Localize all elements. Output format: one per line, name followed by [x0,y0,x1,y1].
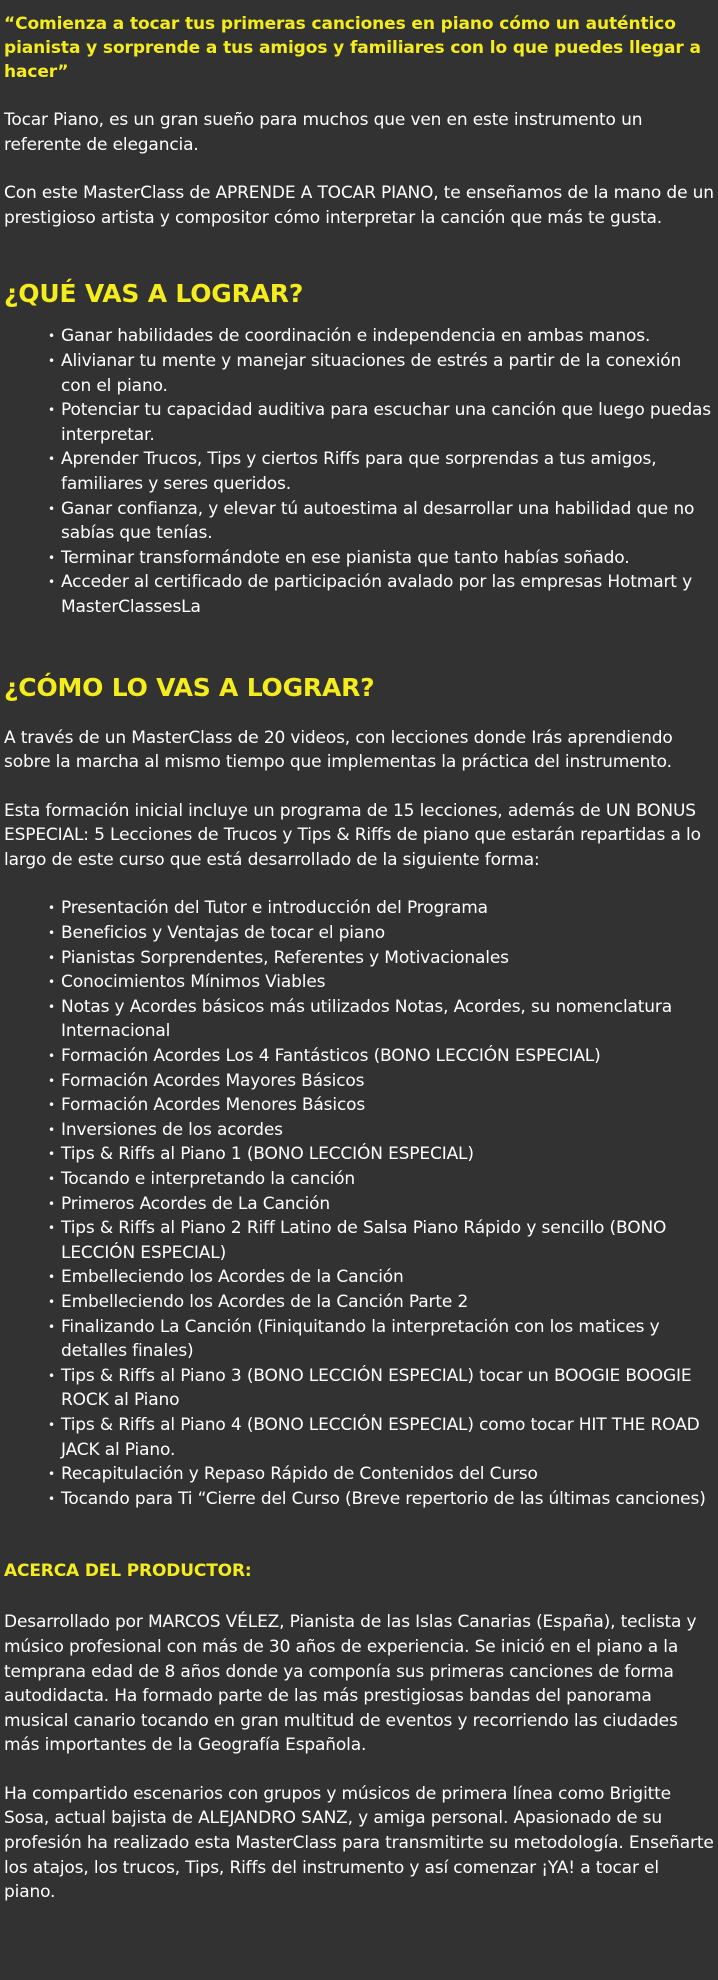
list-item: • Formación Acordes Menores Básicos [48,1093,714,1118]
list-item: • Pianistas Sorprendentes, Referentes y Motivacionales [48,946,714,971]
list-item: • Finalizando La Canción (Finiquitando la interpretación con los matices y detalles finales) [48,1315,714,1364]
lessons-list [4,896,714,1511]
intro-paragraph-1: Tocar Piano, es un gran sueño para muchos que ven en este instrumento un referente de elegancia. [4,110,643,155]
list-item: • Tocando para Ti “Cierre del Curso (Breve repertorio de las últimas canciones) [48,1487,714,1512]
list-item: • Embelleciendo los Acordes de la Canción Parte 2 [48,1290,714,1315]
list-item: • Ganar habilidades de coordinación e independencia en ambas manos. [48,324,714,349]
section-heading-como: ¿CÓMO LO VAS A LOGRAR? [4,672,375,702]
list-item: • Ganar confianza, y elevar tú autoestima al desarrollar una habilidad que no sabías que tenías. [48,497,714,546]
list-item: • Tocando e interpretando la canción [48,1167,714,1192]
section-heading-productor: ACERCA DEL PRODUCTOR: [4,1561,252,1582]
list-item: • Inversiones de los acordes [48,1118,714,1143]
list-item: • Aprender Trucos, Tips y ciertos Riffs para que sorprendas a tus amigos, familiares y seres queridos. [48,447,714,496]
como-paragraph-1: A través de un MasterClass de 20 videos, con lecciones donde Irás aprendiendo sobre la marcha al mismo tiempo que implementas la práctica del instrumento. [4,727,673,773]
intro-quote: “Comienza a tocar tus primeras canciones en piano cómo un auténtico pianista y sorprende a tus amigos y familiares con lo que puedes llegar a hacer” [4,14,701,82]
intro-paragraph-2: Con este MasterClass de APRENDE A TOCAR PIANO, te enseñamos de la mano de un prestigioso artista y compositor cómo interpretar la canción que más te gusta. [4,183,714,228]
section-heading-logros: ¿QUÉ VAS A LOGRAR? [4,279,304,309]
logros-list [4,324,714,619]
list-item: • Potenciar tu capacidad auditiva para escuchar una canción que luego puedas interpretar. [48,398,714,447]
list-item: • Conocimientos Mínimos Viables [48,970,714,995]
list-item: • Tips & Riffs al Piano 3 (BONO LECCIÓN ESPECIAL) tocar un BOOGIE BOOGIE ROCK al Piano [48,1364,714,1413]
list-item: • Beneficios y Ventajas de tocar el piano [48,921,714,946]
list-item: • Embelleciendo los Acordes de la Canción [48,1265,714,1290]
list-item: • Presentación del Tutor e introducción del Programa [48,896,714,921]
list-item: • Formación Acordes Los 4 Fantásticos (BONO LECCIÓN ESPECIAL) [48,1044,714,1069]
list-item: • Tips & Riffs al Piano 1 (BONO LECCIÓN ESPECIAL) [48,1142,714,1167]
list-item: • Notas y Acordes básicos más utilizados Notas, Acordes, su nomenclatura Internacional [48,995,714,1044]
list-item: • Terminar transformándote en ese pianista que tanto habías soñado. [48,546,714,571]
productor-paragraph-1: Desarrollado por MARCOS VÉLEZ, Pianista de las Islas Canarias (España), teclista y músico profesional con más de 30 años de experiencia. Se inició en el piano a la temprana edad de 8 años donde ya componía sus primeras canciones de forma autodidacta. Ha formado parte de las más prestigiosas bandas del panorama musical canario tocando en gran multitud de eventos y recorriendo las ciudades más importantes de la Geografía Española. [4,1612,697,1756]
list-item: • Formación Acordes Mayores Básicos [48,1069,714,1094]
como-paragraph-2: Esta formación inicial incluye un programa de 15 lecciones, además de UN BONUS ESPECIAL: 5 Lecciones de Trucos y Tips & Riffs de piano que estarán repartidas a lo largo de este curso que está desarrollado de la siguiente forma: [4,800,701,870]
list-item: • Primeros Acordes de La Canción [48,1192,714,1217]
list-item: • Acceder al certificado de participación avalado por las empresas Hotmart y MasterClassesLa [48,570,714,619]
list-item: • Tips & Riffs al Piano 4 (BONO LECCIÓN ESPECIAL) como tocar HIT THE ROAD JACK al Piano. [48,1413,714,1462]
list-item: • Alivianar tu mente y manejar situaciones de estrés a partir de la conexión con el piano. [48,349,714,398]
course-description [0,12,718,1905]
productor-paragraph-2: Ha compartido escenarios con grupos y músicos de primera línea como Brigitte Sosa, actual bajista de ALEJANDRO SANZ, y amiga personal. Apasionado de su profesión ha realizado esta MasterClass para transmitirte su metodología. Enseñarte los atajos, los trucos, Tips, Riffs del instrumento y así comenzar ¡YA! a tocar el piano. [4,1783,714,1903]
list-item: • Recapitulación y Repaso Rápido de Contenidos del Curso [48,1462,714,1487]
list-item: • Tips & Riffs al Piano 2 Riff Latino de Salsa Piano Rápido y sencillo (BONO LECCIÓN ESPECIAL) [48,1216,714,1265]
